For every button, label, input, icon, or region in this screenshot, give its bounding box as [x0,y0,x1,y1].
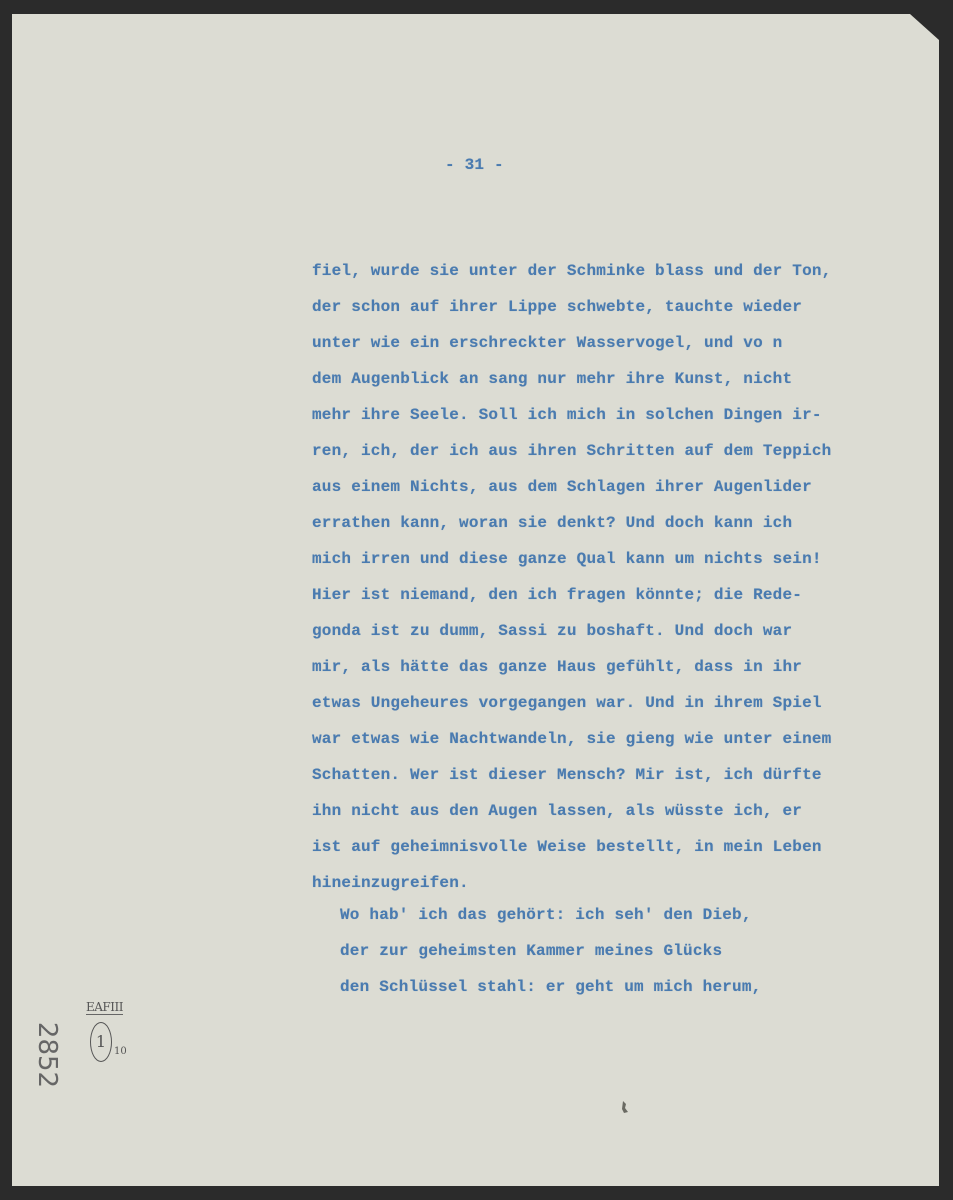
verse-line: den Schlüssel stahl: er geht um mich herum, [340,978,762,996]
circled-archive-number: 1 [90,1022,112,1062]
body-line: mir, als hätte das ganze Haus gefühlt, dass in ihr [312,658,803,676]
body-line: etwas Ungeheures vorgegangen war. Und in ihrem Spiel [312,694,822,712]
rotated-archive-number: 2852 [32,1021,63,1089]
body-line: Hier ist niemand, den ich fragen könnte; die Rede- [312,586,803,604]
body-line: errathen kann, woran sie denkt? Und doch kann ich [312,514,793,532]
paper-speck-icon [620,1100,630,1114]
archive-small-number: 10 [114,1046,127,1057]
body-line: gonda ist zu dumm, Sassi zu boshaft. Und doch war [312,622,793,640]
body-line: fiel, wurde sie unter der Schminke blass und der Ton, [312,262,832,280]
body-line: dem Augenblick an sang nur mehr ihre Kunst, nicht [312,370,793,388]
page-number: - 31 - [445,156,504,174]
body-line: hineinzugreifen. [312,874,469,892]
body-line: war etwas wie Nachtwandeln, sie gieng wie unter einem [312,730,832,748]
verse-line: Wo hab' ich das gehört: ich seh' den Dieb, [340,906,752,924]
body-line: ist auf geheimnisvolle Weise bestellt, in mein Leben [312,838,822,856]
body-line: aus einem Nichts, aus dem Schlagen ihrer Augenlider [312,478,812,496]
body-line: ihn nicht aus den Augen lassen, als wüsste ich, er [312,802,803,820]
body-line: mich irren und diese ganze Qual kann um nichts sein! [312,550,822,568]
archive-stamp-code: EAFIII [86,1000,123,1014]
body-line: Schatten. Wer ist dieser Mensch? Mir ist, ich dürfte [312,766,822,784]
body-line: mehr ihre Seele. Soll ich mich in solchen Dingen ir- [312,406,822,424]
verse-line: der zur geheimsten Kammer meines Glücks [340,942,723,960]
body-line: der schon auf ihrer Lippe schwebte, tauchte wieder [312,298,803,316]
body-line: ren, ich, der ich aus ihren Schritten auf dem Teppich [312,442,832,460]
body-line: unter wie ein erschreckter Wasservogel, und vo n [312,334,783,352]
